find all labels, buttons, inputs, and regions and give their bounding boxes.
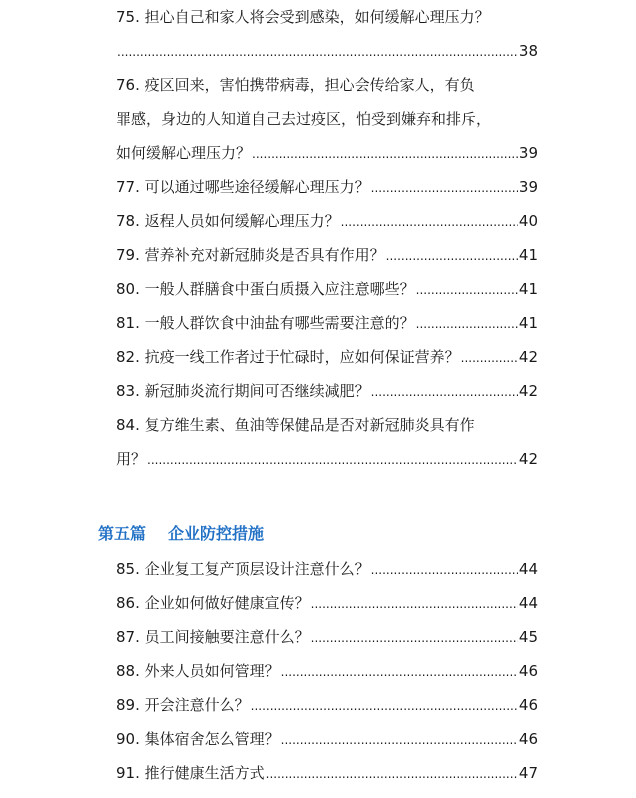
toc-entry-80[interactable] bbox=[116, 272, 538, 306]
toc-entry-title: 82. 抗疫一线工作者过于忙碌时，应如何保证营养？ bbox=[116, 348, 460, 366]
toc-page-number: 39 bbox=[518, 178, 538, 196]
toc-page-number: 39 bbox=[518, 144, 538, 162]
toc-page-number: 38 bbox=[518, 42, 538, 60]
section-title: 企业防控措施 bbox=[168, 524, 265, 543]
toc-page-number: 42 bbox=[518, 382, 538, 400]
toc-entry-title: 76. 疫区回来，害怕携带病毒，担心会传给家人，有负 bbox=[116, 76, 475, 94]
toc-entry-title: 89. 开会注意什么？ bbox=[116, 696, 250, 714]
toc-page-number: 42 bbox=[518, 450, 538, 468]
toc-entry-title: 87. 员工间接触要注意什么？ bbox=[116, 628, 310, 646]
toc-entry-last-line bbox=[116, 688, 538, 722]
toc-entry-last-line bbox=[116, 552, 538, 586]
toc-entry-title-tail: 用？ bbox=[116, 450, 147, 468]
dot-leader bbox=[117, 35, 518, 69]
toc-entry-title: 86. 企业如何做好健康宣传？ bbox=[116, 594, 310, 612]
toc-entry-last-line bbox=[116, 756, 538, 790]
toc-entry-last-line bbox=[116, 238, 538, 272]
toc-entry-line bbox=[116, 408, 538, 442]
toc-page-number: 44 bbox=[518, 594, 538, 612]
toc-entry-title: 80. 一般人群膳食中蛋白质摄入应注意哪些？ bbox=[116, 280, 415, 298]
toc-entry-79[interactable] bbox=[116, 238, 538, 272]
toc-entry-77[interactable] bbox=[116, 170, 538, 204]
toc-entry-last-line bbox=[116, 306, 538, 340]
toc-entry-title-tail: 如何缓解心理压力？ bbox=[116, 144, 252, 162]
dot-leader bbox=[371, 375, 518, 409]
toc-entry-title: 88. 外来人员如何管理？ bbox=[116, 662, 280, 680]
toc-page-number: 40 bbox=[518, 212, 538, 230]
toc-entry-88[interactable] bbox=[116, 654, 538, 688]
dot-leader bbox=[461, 341, 518, 375]
toc-entry-line bbox=[116, 68, 538, 102]
toc-entry-last-line bbox=[116, 586, 538, 620]
toc-entry-84[interactable] bbox=[116, 408, 538, 476]
section-heading[interactable] bbox=[98, 519, 264, 549]
toc-page-number: 42 bbox=[518, 348, 538, 366]
dot-leader bbox=[416, 273, 518, 307]
toc-entry-85[interactable] bbox=[116, 552, 538, 586]
toc-page-number: 41 bbox=[518, 246, 538, 264]
toc-entry-title: 81. 一般人群饮食中油盐有哪些需要注意的？ bbox=[116, 314, 415, 332]
toc-entry-76[interactable] bbox=[116, 68, 538, 170]
dot-leader bbox=[281, 655, 518, 689]
dot-leader bbox=[311, 587, 518, 621]
toc-page-number: 47 bbox=[518, 764, 538, 782]
section-part-label: 第五篇 bbox=[98, 524, 147, 543]
toc-entry-83[interactable] bbox=[116, 374, 538, 408]
toc-entry-90[interactable] bbox=[116, 722, 538, 756]
toc-page-number: 46 bbox=[518, 662, 538, 680]
dot-leader bbox=[266, 757, 518, 791]
toc-entry-last-line bbox=[116, 170, 538, 204]
toc-entry-title: 78. 返程人员如何缓解心理压力？ bbox=[116, 212, 340, 230]
dot-leader bbox=[251, 689, 518, 723]
toc-page-number: 41 bbox=[518, 314, 538, 332]
dot-leader bbox=[341, 205, 518, 239]
toc-entry-last-line bbox=[116, 620, 538, 654]
toc-entry-75[interactable] bbox=[116, 0, 538, 68]
dot-leader bbox=[147, 443, 518, 477]
toc-entry-89[interactable] bbox=[116, 688, 538, 722]
toc-page-number: 45 bbox=[518, 628, 538, 646]
toc-entry-title: 79. 营养补充对新冠肺炎是否具有作用？ bbox=[116, 246, 385, 264]
toc-entry-91[interactable] bbox=[116, 756, 538, 790]
toc-entry-82[interactable] bbox=[116, 340, 538, 374]
toc-entry-title: 85. 企业复工复产顶层设计注意什么？ bbox=[116, 560, 370, 578]
toc-page-number: 46 bbox=[518, 730, 538, 748]
toc-entry-87[interactable] bbox=[116, 620, 538, 654]
toc-entry-last-line bbox=[116, 442, 538, 476]
dot-leader bbox=[386, 239, 518, 273]
dot-leader bbox=[416, 307, 518, 341]
toc-entry-line bbox=[116, 0, 538, 34]
toc-page-number: 41 bbox=[518, 280, 538, 298]
dot-leader bbox=[311, 621, 518, 655]
toc-entry-title-cont: 罪感，身边的人知道自己去过疫区，怕受到嫌弃和排斥， bbox=[116, 110, 492, 128]
toc-entry-78[interactable] bbox=[116, 204, 538, 238]
toc-entry-title: 91. 推行健康生活方式 bbox=[116, 764, 265, 782]
dot-leader bbox=[252, 137, 518, 171]
toc-entry-title: 83. 新冠肺炎流行期间可否继续减肥？ bbox=[116, 382, 370, 400]
toc-entry-title: 75. 担心自己和家人将会受到感染，如何缓解心理压力？ bbox=[116, 8, 490, 26]
toc-entry-last-line bbox=[116, 654, 538, 688]
toc-entry-last-line bbox=[116, 34, 538, 68]
dot-leader bbox=[371, 171, 518, 205]
toc-entry-81[interactable] bbox=[116, 306, 538, 340]
dot-leader bbox=[281, 723, 518, 757]
toc-entry-last-line bbox=[116, 204, 538, 238]
toc-entry-last-line bbox=[116, 340, 538, 374]
toc-entry-last-line bbox=[116, 136, 538, 170]
toc-entry-last-line bbox=[116, 722, 538, 756]
toc-entry-86[interactable] bbox=[116, 586, 538, 620]
toc-entry-title: 84. 复方维生素、鱼油等保健品是否对新冠肺炎具有作 bbox=[116, 416, 475, 434]
toc-entry-title: 90. 集体宿舍怎么管理？ bbox=[116, 730, 280, 748]
dot-leader bbox=[371, 553, 518, 587]
toc-entry-last-line bbox=[116, 272, 538, 306]
toc-page-number: 44 bbox=[518, 560, 538, 578]
toc-entry-last-line bbox=[116, 374, 538, 408]
toc-entry-title: 77. 可以通过哪些途径缓解心理压力？ bbox=[116, 178, 370, 196]
toc-entry-line bbox=[116, 102, 538, 136]
toc-page-number: 46 bbox=[518, 696, 538, 714]
